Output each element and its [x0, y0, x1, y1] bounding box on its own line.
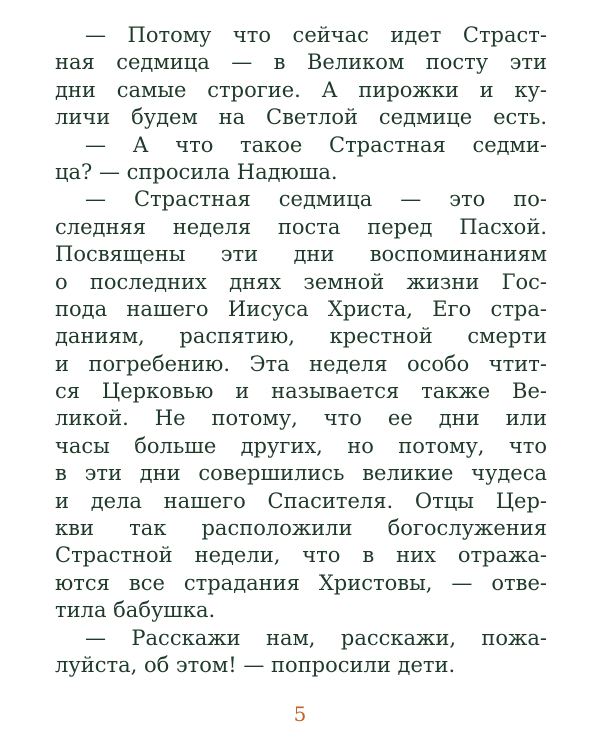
text-line: ликой. Не потому, что ее дни или: [55, 406, 547, 431]
text-line: в эти дни совершились великие чудеса: [55, 461, 547, 486]
text-line: — Страстная седмица — это по-: [85, 187, 547, 212]
text-line: пода нашего Иисуса Христа, Его стра-: [55, 296, 547, 321]
text-line: — А что такое Страстная седми-: [85, 132, 547, 157]
text-line: о последних днях земной жизни Гос-: [55, 269, 547, 294]
text-line: и дела нашего Спасителя. Отцы Цер-: [55, 488, 547, 513]
text-line: ются все страдания Христовы, — отве-: [55, 570, 547, 595]
text-line: Посвящены эти дни воспоминаниям: [55, 242, 547, 267]
text-line: ная седмица — в Великом посту эти: [55, 50, 547, 75]
body-text: [55, 22, 547, 679]
text-line: личи будем на Светлой седмице есть.: [55, 105, 547, 130]
text-line: дни самые строгие. А пирожки и ку-: [55, 77, 547, 102]
text-line: даниям, распятию, крестной смерти: [55, 324, 547, 349]
text-line: — Расскажи нам, расскажи, пожа-: [85, 625, 547, 650]
page-number: 5: [293, 702, 307, 726]
text-line: следняя неделя поста перед Пасхой.: [55, 214, 547, 239]
text-line: ся Церковью и называется также Ве-: [55, 379, 547, 404]
text-line: луйста, об этом! — попросили дети.: [55, 652, 456, 677]
text-line: ца? — спросила Надюша.: [55, 159, 338, 184]
text-line: кви так расположили богослужения: [55, 516, 547, 541]
text-line: и погребению. Эта неделя особо чтит-: [55, 351, 547, 376]
text-line: Страстной недели, что в них отража-: [55, 543, 547, 568]
text-line: тила бабушка.: [55, 598, 216, 623]
text-line: — Потому что сейчас идет Страст-: [85, 23, 547, 47]
text-line: часы больше других, но потому, что: [55, 433, 547, 458]
